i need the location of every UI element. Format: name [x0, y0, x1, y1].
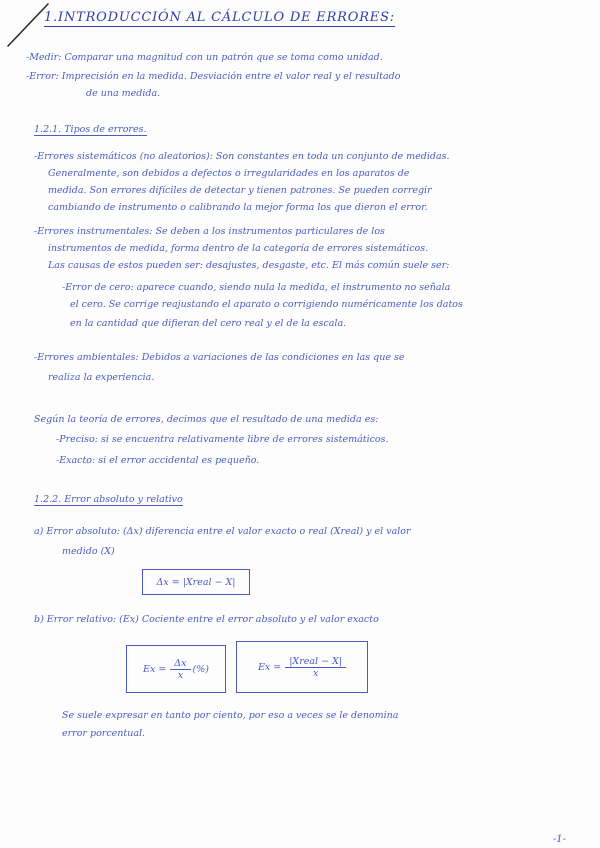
fraction-denominator: x: [312, 667, 319, 679]
text-line: Según la teoría de errores, decimos que el resultado de una medida es:: [34, 414, 379, 425]
fraction-numerator: |Xreal − X|: [285, 656, 346, 668]
text-line: instrumentos de medida, forma dentro de la categoría de errores sistemáticos.: [48, 243, 429, 254]
fraction-numerator: Δx: [170, 658, 190, 670]
formula-lhs: Ex =: [257, 661, 282, 673]
text-line: medida. Son errores difíciles de detectar y tienen patrones. Se pueden corregir: [48, 185, 432, 196]
percent-mark: (%): [192, 663, 209, 675]
page-title: [44, 6, 395, 25]
text-line: el cero. Se corrige reajustando el aparato o corrigiendo numéricamente los datos: [70, 299, 463, 310]
section-heading-abs-rel: 1.2.2. Error absoluto y relativo: [34, 494, 183, 505]
text-line: en la cantidad que difieran del cero real y el de la escala.: [70, 318, 347, 329]
text-line: -Error de cero: aparece cuando, siendo nula la medida, el instrumento no señala: [62, 282, 451, 293]
formula-relative-error: [236, 641, 368, 693]
formula-absolute-text: Δx = |Xreal − X|: [156, 576, 236, 588]
text-line: medido (X): [62, 546, 115, 557]
text-line: Generalmente, son debidos a defectos o irregularidades en los aparatos de: [48, 168, 410, 179]
fraction-denominator: x: [177, 669, 184, 681]
text-line: -Errores instrumentales: Se deben a los instrumentos particulares de los: [34, 226, 385, 237]
text-line: -Errores sistemáticos (no aleatorios): Son constantes en toda un conjunto de medidas.: [34, 151, 450, 162]
formula-lhs: Ex =: [143, 663, 167, 675]
fraction: [285, 656, 346, 679]
definition-error-cont: de una medida.: [86, 88, 161, 99]
formula-relative-error-pct: [126, 645, 226, 693]
text-line: error porcentual.: [62, 728, 146, 739]
definition-error: -Error: Imprecisión en la medida. Desviación entre el valor real y el resultado: [26, 71, 401, 82]
text-line: -Errores ambientales: Debidos a variaciones de las condiciones en las que se: [34, 352, 405, 363]
text-line: -Exacto: si el error accidental es pequeño.: [56, 455, 260, 466]
formula-absolute-error: [142, 569, 250, 595]
title-text: 1.INTRODUCCIÓN AL CÁLCULO DE ERRORES:: [44, 10, 395, 25]
page-number: -1-: [552, 834, 566, 845]
section-heading-types: 1.2.1. Tipos de errores.: [34, 124, 147, 135]
text-line: Las causas de estos pueden ser: desajustes, desgaste, etc. El más común suele ser:: [48, 260, 450, 271]
text-line: realiza la experiencia.: [48, 372, 155, 383]
text-line: -Preciso: si se encuentra relativamente libre de errores sistemáticos.: [56, 434, 389, 445]
text-line: b) Error relativo: (Ex) Cociente entre el error absoluto y el valor exacto: [34, 614, 379, 625]
fraction: [170, 658, 190, 681]
text-line: cambiando de instrumento o calibrando la mejor forma los que dieron el error.: [48, 202, 428, 213]
text-line: a) Error absoluto: (Δx) diferencia entre el valor exacto o real (Xreal) y el valor: [34, 526, 411, 537]
definition-measure: -Medir: Comparar una magnitud con un patrón que se toma como unidad.: [26, 52, 383, 63]
text-line: Se suele expresar en tanto por ciento, por eso a veces se le denomina: [62, 710, 399, 721]
